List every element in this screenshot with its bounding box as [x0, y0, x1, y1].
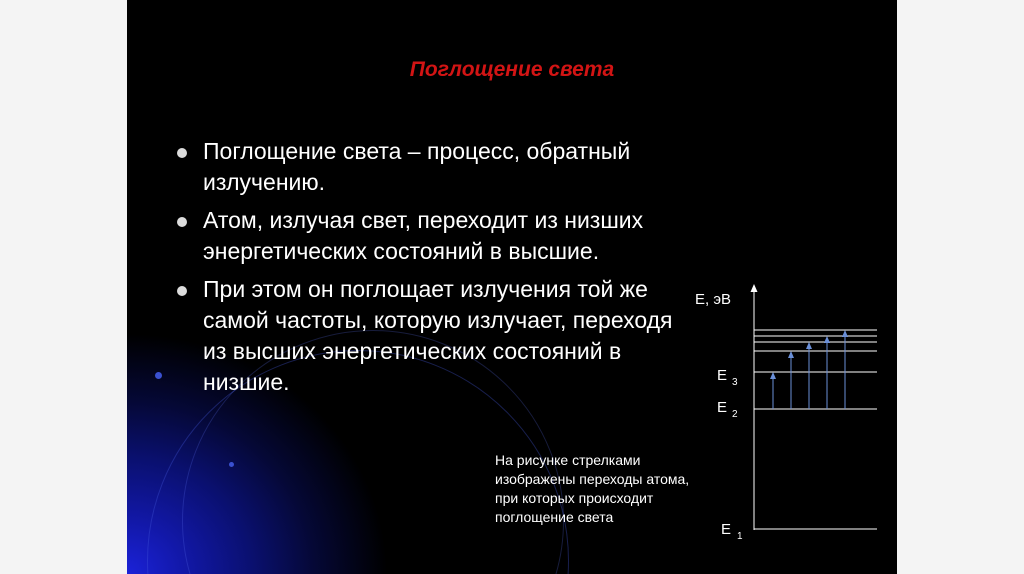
- transition-arrowhead-icon: [770, 372, 776, 379]
- energy-axis-arrow-icon: [751, 284, 758, 292]
- bullet-item: [177, 205, 692, 267]
- level-e1-letter: Е: [721, 521, 732, 538]
- bullet-text: При этом он поглощает излучения той же самой частоты, которую излучает, переходя из высших энергетических состояний в низшие.: [203, 276, 673, 395]
- bullet-item: [177, 274, 692, 398]
- level-e2-index: 2: [732, 409, 738, 420]
- bullet-text: Атом, излучая свет, переходит из низших энергетических состояний в высшие.: [203, 207, 644, 264]
- bullet-dot-icon: [177, 148, 187, 158]
- level-e3-index: 3: [732, 377, 738, 388]
- bullet-item: [177, 136, 692, 198]
- bullet-list: [177, 136, 692, 405]
- energy-axis-label: Е, эВ: [695, 291, 731, 308]
- decorative-dot: [155, 372, 162, 379]
- transition-arrowhead-icon: [824, 336, 830, 343]
- decorative-dot: [229, 462, 234, 467]
- transition-arrowhead-icon: [806, 342, 812, 349]
- slide-title: Поглощение света: [409, 58, 615, 81]
- bullet-dot-icon: [177, 286, 187, 296]
- transition-arrowhead-icon: [788, 351, 794, 358]
- transition-arrowhead-icon: [842, 330, 848, 337]
- figure-caption: На рисунке стрелками изображены переходы атома, при которых происходит поглощение света: [495, 452, 690, 525]
- slide: [127, 0, 897, 574]
- level-e3-letter: Е: [717, 367, 728, 384]
- level-e1-index: 1: [737, 531, 743, 542]
- bullet-dot-icon: [177, 217, 187, 227]
- bullet-text: Поглощение света – процесс, обратный излучению.: [203, 138, 631, 195]
- energy-level-diagram: [687, 280, 887, 570]
- level-e2-letter: Е: [717, 399, 728, 416]
